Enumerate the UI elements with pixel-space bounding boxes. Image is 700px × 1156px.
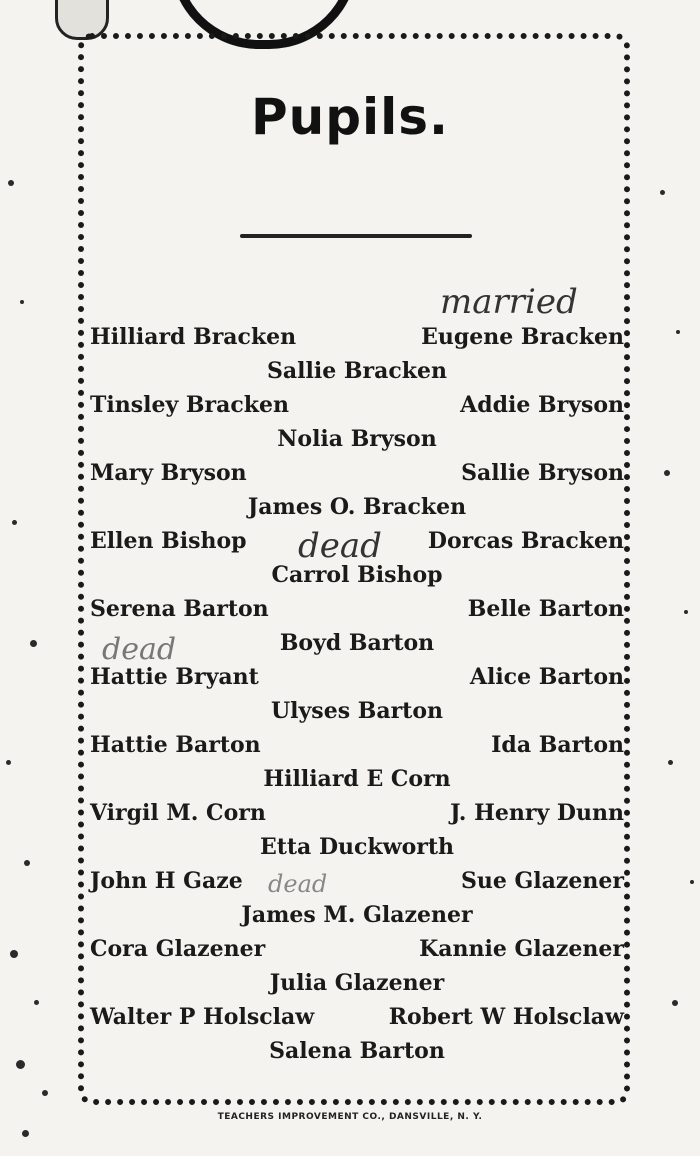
pupil-name-right: Robert W Holsclaw (388, 1004, 624, 1030)
paper-speck (660, 190, 665, 195)
paper-speck (690, 880, 694, 884)
pupil-name-center: Salena Barton (269, 1038, 445, 1064)
paper-speck (20, 300, 24, 304)
pupil-row-center (90, 492, 624, 522)
pupil-row-pair (90, 1002, 624, 1032)
pupil-name-center: Boyd Barton (279, 630, 435, 656)
pupil-row-center (90, 356, 624, 386)
paper-speck (10, 950, 18, 958)
pupil-name-left: Walter P Holsclaw (90, 1004, 315, 1030)
pupil-name-left: Cora Glazener (90, 936, 266, 962)
pupil-name-right: Kannie Glazener (419, 936, 624, 962)
pupil-name-right: Dorcas Bracken (427, 528, 624, 554)
paper-speck (8, 180, 14, 186)
pupil-row-pair (90, 730, 624, 760)
annotation-dead-1: dead (298, 526, 382, 566)
paper-speck (22, 1130, 29, 1137)
pupil-name-left: Hattie Bryant (90, 664, 259, 690)
pupil-row-pair (90, 390, 624, 420)
paper-speck (672, 1000, 678, 1006)
paper-speck (34, 1000, 39, 1005)
paper-speck (42, 1090, 48, 1096)
pupil-row-pair (90, 458, 624, 488)
pupil-name-right: Addie Bryson (460, 392, 624, 418)
pupil-name-center: Ulyses Barton (270, 698, 444, 724)
pupil-row-center (90, 764, 624, 794)
pupil-name-left: Hilliard Bracken (90, 324, 297, 350)
pupil-row-pair (90, 798, 624, 828)
page-title: Pupils. (250, 88, 450, 146)
pupil-name-right: Sallie Bryson (461, 460, 624, 486)
pupil-row-center (90, 696, 624, 726)
pupil-name-right: Belle Barton (467, 596, 624, 622)
paper-speck (668, 760, 673, 765)
pupil-name-left: Virgil M. Corn (90, 800, 266, 826)
pupil-name-left: Mary Bryson (90, 460, 247, 486)
pupil-name-center: Etta Duckworth (259, 834, 455, 860)
pupil-name-center: Nolia Bryson (277, 426, 437, 452)
paper-speck (12, 520, 17, 525)
paper-speck (30, 640, 37, 647)
pupil-row-center (90, 424, 624, 454)
publisher-footer: TEACHERS IMPROVEMENT CO., DANSVILLE, N. Y. (217, 1112, 483, 1122)
paper-speck (24, 860, 30, 866)
pupil-row-center (90, 968, 624, 998)
pupil-name-right: J. Henry Dunn (450, 800, 624, 826)
pupil-name-center: James M. Glazener (241, 902, 473, 928)
paper-speck (676, 330, 680, 334)
paper-speck (684, 610, 688, 614)
pupil-row-pair (90, 594, 624, 624)
pupil-name-right: Sue Glazener (460, 868, 624, 894)
pupil-name-left: Ellen Bishop (90, 528, 247, 554)
paper-speck (664, 470, 670, 476)
pupil-name-left: Tinsley Bracken (90, 392, 289, 418)
pupil-row-center (90, 900, 624, 930)
pupil-row-center (90, 832, 624, 862)
pupil-name-left: Serena Barton (90, 596, 269, 622)
annotation-dead-3: dead (268, 870, 328, 898)
pupil-row-pair (90, 866, 624, 896)
pupil-name-right: Eugene Bracken (421, 324, 624, 350)
paper-speck (6, 760, 11, 765)
annotation-married: married (440, 282, 578, 322)
pupil-row-pair (90, 934, 624, 964)
pupil-name-center: Hilliard E Corn (263, 766, 451, 792)
title-divider (240, 234, 472, 238)
pupil-name-center: James O. Bracken (247, 494, 467, 520)
pupil-name-right: Ida Barton (491, 732, 624, 758)
pupil-name-center: Julia Glazener (269, 970, 445, 996)
pupil-name-left: Hattie Barton (90, 732, 261, 758)
annotation-dead-2: dead (102, 632, 177, 667)
pupil-name-center: Sallie Bracken (267, 358, 447, 384)
paper-speck (16, 1060, 25, 1069)
pupil-name-right: Alice Barton (469, 664, 624, 690)
pupil-row-center (90, 1036, 624, 1066)
pupil-name-center: Carrol Bishop (271, 562, 443, 588)
pupil-name-left: John H Gaze (90, 868, 243, 894)
pupil-row-pair (90, 322, 624, 352)
